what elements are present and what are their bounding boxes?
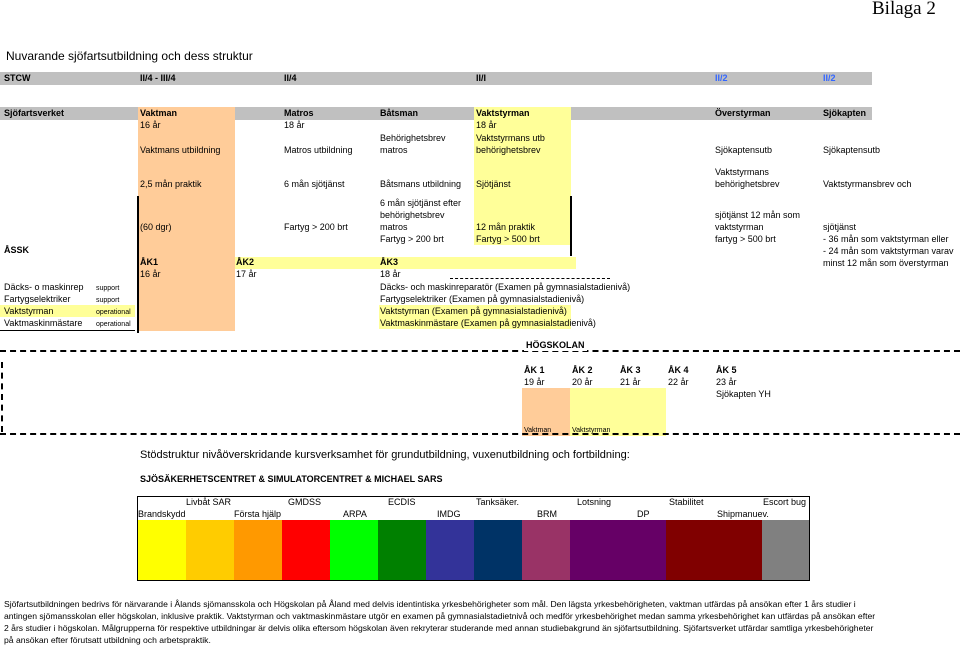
fartyg-batsman-3: matros bbox=[380, 222, 408, 232]
stcw-col-2: II/4 bbox=[284, 73, 297, 83]
praktik-overstyrman-1: Vaktstyrmans bbox=[715, 167, 769, 177]
course-bottom-3: ARPA bbox=[343, 509, 367, 519]
footnote-line-4: på ansökan efter förutsatt utbildning och arbetspraktik. bbox=[4, 635, 211, 645]
stcw-col-4: II/2 bbox=[715, 73, 728, 83]
assk-underline bbox=[0, 330, 135, 331]
assk-header-bg bbox=[235, 257, 576, 269]
assk-row-1-desc: Däcks- och maskinreparatör (Examen på gymnasialstadienivå) bbox=[380, 282, 631, 292]
fartyg-matros: Fartyg > 200 brt bbox=[284, 222, 348, 232]
course-bottom-6: DP bbox=[637, 509, 650, 519]
hogskolan-year-1: ÅK 1 bbox=[524, 365, 545, 375]
footnote-line-3: 2 års studier i högskolan. Målgrupperna för respektive utbildningar är delvis olika eftersom högskolan även rekryterar studerande med annan studiebakgrund än sjöfartsutbildning. Sjöfartsverket utfärdar samtliga yrkesbehörigheter bbox=[4, 623, 874, 633]
stcw-col-5: II/2 bbox=[823, 73, 836, 83]
assk-dash-line bbox=[450, 278, 610, 279]
header-vaktman: Vaktman bbox=[140, 108, 178, 118]
swatch-7 bbox=[426, 520, 474, 580]
praktik-vaktstyrman: Sjötjänst bbox=[476, 179, 511, 189]
fartyg-overstyrman-3: fartyg > 500 brt bbox=[715, 234, 776, 244]
stcw-label: STCW bbox=[4, 73, 31, 83]
footnote-line-2: antingen sjömansskolan eller högskolan, inklusive praktik. Vaktstyrman och vaktmaskinmästare utgör en examen på gymnasialstadietnivå och medför yrkesbehörighet medan samma yrkesbehörighet kan utfärdas på ansökan efter bbox=[4, 611, 876, 621]
utb-matros: Matros utbildning bbox=[284, 145, 353, 155]
hogskolan-age-1: 19 år bbox=[524, 377, 545, 387]
left-vertical-dash bbox=[1, 362, 3, 432]
fartyg-overstyrman-1: sjötjänst 12 mån som bbox=[715, 210, 801, 220]
age-vaktman: 16 år bbox=[140, 120, 161, 130]
swatch-12 bbox=[762, 520, 809, 580]
swatch-11 bbox=[666, 520, 762, 580]
assk-row-4-level: operational bbox=[96, 321, 131, 328]
swatch-10 bbox=[570, 520, 666, 580]
utb-batsman-1: Behörighetsbrev bbox=[380, 133, 446, 143]
hogskolan-footer-vaktstyrman: Vaktstyrman bbox=[572, 427, 611, 434]
fartyg-sjokapten-1: sjötjänst bbox=[823, 222, 857, 232]
hogskolan-dash-line bbox=[0, 433, 960, 435]
praktik-batsman: Båtsmans utbildning bbox=[380, 179, 462, 189]
hogskolan-age-2: 20 år bbox=[572, 377, 593, 387]
course-bottom-2: Första hjälp bbox=[234, 509, 282, 519]
course-bottom-5: BRM bbox=[537, 509, 557, 519]
vertical-bar-left bbox=[137, 196, 139, 333]
assk-year-3: ÅK3 bbox=[380, 257, 399, 267]
fartyg-batsman-2: behörighetsbrev bbox=[380, 210, 445, 220]
fartyg-sjokapten-2: - 36 mån som vaktstyrman eller bbox=[823, 234, 949, 244]
attachment-label: Bilaga 2 bbox=[872, 0, 936, 19]
swatch-8 bbox=[474, 520, 522, 580]
assk-row-2-name: Fartygselektriker bbox=[4, 294, 71, 304]
age-matros: 18 år bbox=[284, 120, 305, 130]
assk-age-1: 16 år bbox=[140, 269, 161, 279]
course-top-6: Stabilitet bbox=[669, 497, 704, 507]
assk-row-2-desc: Fartygselektriker (Examen på gymnasialstadienivå) bbox=[380, 294, 585, 304]
hogskolan-age-5: 23 år bbox=[716, 377, 737, 387]
hogskolan-year-5: ÅK 5 bbox=[716, 365, 737, 375]
hogskolan-result: Sjökapten YH bbox=[716, 389, 771, 399]
assk-row-3-name: Vaktstyrman bbox=[4, 306, 54, 316]
fartyg-vaktstyrman-1: 12 mån praktik bbox=[476, 222, 536, 232]
hogskolan-year-4: ÅK 4 bbox=[668, 365, 689, 375]
utb-overstyrman: Sjökaptensutb bbox=[715, 145, 773, 155]
swatch-5 bbox=[330, 520, 378, 580]
hogskolan-footer-vaktman: Vaktman bbox=[524, 427, 552, 434]
page-title: Nuvarande sjöfartsutbildning och dess struktur bbox=[6, 49, 253, 63]
swatch-6 bbox=[378, 520, 426, 580]
praktik-sjokapten: Vaktstyrmansbrev och bbox=[823, 179, 912, 189]
header-batsman: Båtsman bbox=[380, 108, 419, 118]
utb-vaktstyrman-2: behörighetsbrev bbox=[476, 145, 541, 155]
header-label: Sjöfartsverket bbox=[4, 108, 65, 118]
praktik-matros: 6 mån sjötjänst bbox=[284, 179, 345, 189]
utb-vaktman: Vaktmans utbildning bbox=[140, 145, 221, 155]
assk-year-2: ÅK2 bbox=[236, 257, 255, 267]
support-title: Stödstruktur nivåöverskridande kursverksamhet för grundutbildning, vuxenutbildning och fortbildning: bbox=[140, 449, 630, 461]
praktik-overstyrman-2: behörighetsbrev bbox=[715, 179, 780, 189]
swatch-1 bbox=[138, 520, 186, 580]
assk-age-3: 18 år bbox=[380, 269, 401, 279]
hogskolan-year-3: ÅK 3 bbox=[620, 365, 641, 375]
stcw-row-bg bbox=[0, 72, 872, 85]
fartyg-vaktman: (60 dgr) bbox=[140, 222, 172, 232]
header-vaktstyrman: Vaktstyrman bbox=[476, 108, 530, 118]
header-row-mid-bg bbox=[235, 107, 474, 120]
header-matros: Matros bbox=[284, 108, 314, 118]
assk-row-1-name: Däcks- o maskinrep bbox=[4, 282, 84, 292]
fartyg-batsman-4: Fartyg > 200 brt bbox=[380, 234, 444, 244]
stcw-col-3: II/I bbox=[476, 73, 487, 83]
hogskolan-age-3: 21 år bbox=[620, 377, 641, 387]
age-vaktstyrman: 18 år bbox=[476, 120, 497, 130]
course-bottom-7: Shipmanuev. bbox=[717, 509, 769, 519]
stcw-col-1: II/4 - III/4 bbox=[140, 73, 176, 83]
course-top-3: ECDIS bbox=[388, 497, 416, 507]
assk-age-2: 17 år bbox=[236, 269, 257, 279]
vaktman-column-bg bbox=[138, 107, 235, 331]
center-title: SJÖSÄKERHETSCENTRET & SIMULATORCENTRET & MICHAEL SARS bbox=[140, 474, 443, 484]
header-sjokapten: Sjökapten bbox=[823, 108, 867, 118]
footnote-line-1: Sjöfartsutbildningen bedrivs för närvarande i Ålands sjömansskola och Högskolan på Åland med delvis identintiska yrkesbehörigheter som mål. Den lägsta yrkesbehörigheten, vaktman utfärdas på ansökan efter 1 års studier i bbox=[4, 599, 856, 609]
swatch-9 bbox=[522, 520, 570, 580]
vertical-bar-right bbox=[570, 196, 572, 256]
hogskolan-year-2: ÅK 2 bbox=[572, 365, 593, 375]
course-top-4: Tanksäker. bbox=[476, 497, 520, 507]
course-bottom-4: IMDG bbox=[437, 509, 461, 519]
assk-row-2-level: support bbox=[96, 297, 120, 304]
swatch-3 bbox=[234, 520, 282, 580]
assk-row-3-level: operational bbox=[96, 309, 131, 316]
fartyg-batsman-1: 6 mån sjötjänst efter bbox=[380, 198, 462, 208]
utb-vaktstyrman-1: Vaktstyrmans utb bbox=[476, 133, 545, 143]
fartyg-sjokapten-3: - 24 mån som vaktstyrman varav bbox=[823, 246, 954, 256]
swatch-2 bbox=[186, 520, 234, 580]
assk-row-4-desc: Vaktmaskinmästare (Examen på gymnasialstadienivå) bbox=[380, 318, 596, 328]
utb-sjokapten: Sjökaptensutb bbox=[823, 145, 881, 155]
section-dash-line bbox=[0, 350, 960, 352]
header-overstyrman: Överstyrman bbox=[715, 108, 771, 118]
course-bottom-1: Brandskydd bbox=[138, 509, 186, 519]
hogskolan-label: HÖGSKOLAN bbox=[526, 340, 585, 350]
assk-row-1-level: support bbox=[96, 285, 120, 292]
swatch-4 bbox=[282, 520, 330, 580]
course-top-2: GMDSS bbox=[288, 497, 322, 507]
assk-row-3-desc: Vaktstyrman (Examen på gymnasialstadienivå) bbox=[380, 306, 567, 316]
course-top-5: Lotsning bbox=[577, 497, 612, 507]
fartyg-overstyrman-2: vaktstyrman bbox=[715, 222, 764, 232]
assk-row-4-name: Vaktmaskinmästare bbox=[4, 318, 83, 328]
course-top-1: Livbåt SAR bbox=[186, 497, 232, 507]
assk-year-1: ÅK1 bbox=[140, 257, 159, 267]
fartyg-sjokapten-4: minst 12 mån som överstyrman bbox=[823, 258, 949, 268]
assk-label: ÅSSK bbox=[4, 245, 30, 255]
praktik-vaktman: 2,5 mån praktik bbox=[140, 179, 202, 189]
utb-batsman-2: matros bbox=[380, 145, 408, 155]
fartyg-vaktstyrman-2: Fartyg > 500 brt bbox=[476, 234, 540, 244]
hogskolan-age-4: 22 år bbox=[668, 377, 689, 387]
course-top-7: Escort bug bbox=[763, 497, 807, 507]
